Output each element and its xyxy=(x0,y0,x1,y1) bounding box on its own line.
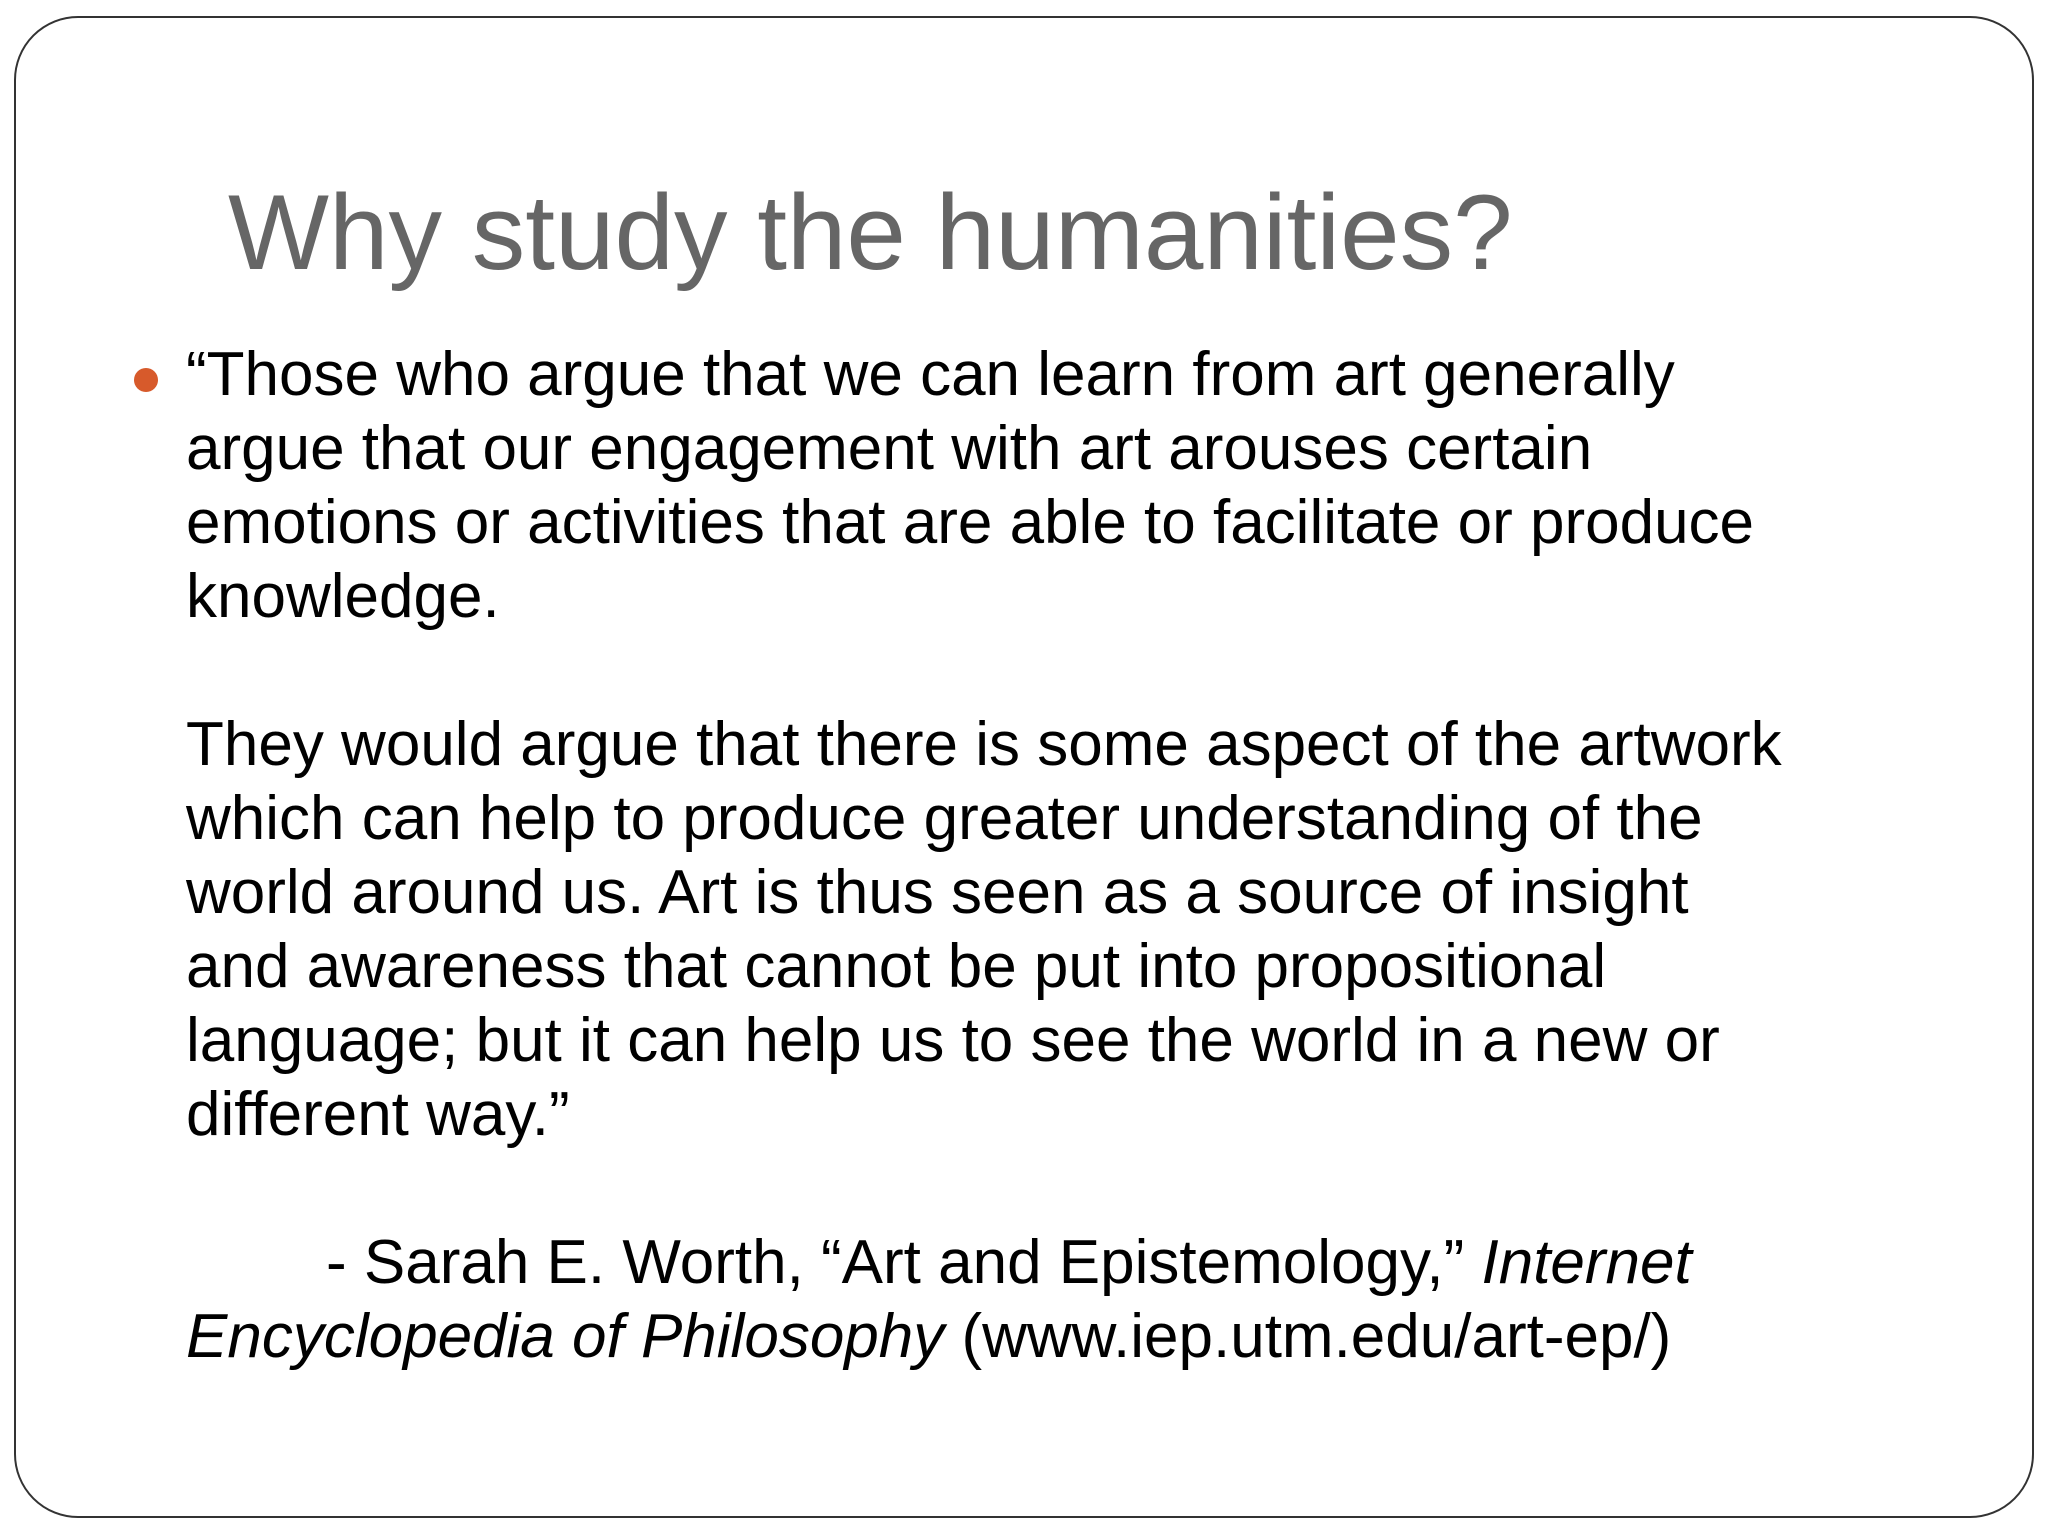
quote-paragraph-1 xyxy=(186,338,2006,634)
attribution-source-italic: Internet xyxy=(1481,1228,1692,1297)
attribution-line-1 xyxy=(186,1226,2006,1300)
paragraph-spacer xyxy=(186,1152,2006,1226)
quote-paragraph-2 xyxy=(186,708,2006,1152)
paragraph-spacer xyxy=(186,634,2006,708)
attribution-url: (www.iep.utm.edu/art-ep/) xyxy=(944,1302,1672,1371)
quote-line: world around us. Art is thus seen as a source of insight xyxy=(186,858,1689,927)
attribution-line-2 xyxy=(186,1300,2006,1374)
slide-title: Why study the humanities? xyxy=(228,172,1513,292)
quote-line: emotions or activities that are able to facilitate or produce xyxy=(186,488,1755,557)
slide-frame xyxy=(14,16,2034,1518)
quote-line: knowledge. xyxy=(186,562,500,631)
attribution xyxy=(186,1226,2006,1374)
quote-line: “Those who argue that we can learn from art generally xyxy=(186,340,1675,409)
quote-line: argue that our engagement with art arouses certain xyxy=(186,414,1593,483)
quote-line: language; but it can help us to see the world in a new or xyxy=(186,1006,1720,1075)
quote-line: and awareness that cannot be put into propositional xyxy=(186,932,1607,1001)
attribution-author: - Sarah E. Worth, “Art and Epistemology,” xyxy=(326,1228,1482,1297)
quote-line: which can help to produce greater understanding of the xyxy=(186,784,1703,853)
quote-line: different way.” xyxy=(186,1080,570,1149)
attribution-source-italic: Encyclopedia of Philosophy xyxy=(186,1302,945,1371)
quote-line: They would argue that there is some aspect of the artwork xyxy=(186,710,1782,779)
bullet-dot-icon xyxy=(134,368,158,392)
slide-body xyxy=(186,338,2006,1374)
